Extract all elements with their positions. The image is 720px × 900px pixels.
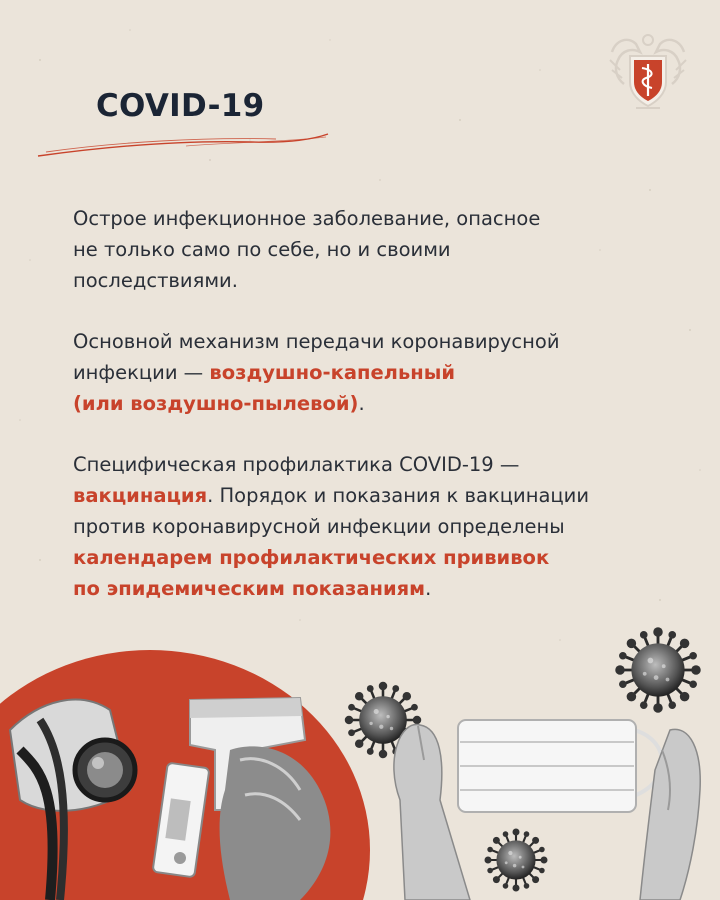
medical-illustration <box>0 600 720 900</box>
p2-highlight-airborne: воздушно-капельный <box>209 361 456 384</box>
p3-line2-text: . Порядок и показания к вакцинации <box>207 484 590 507</box>
virus-icon <box>485 829 548 892</box>
page-title: COVID-19 <box>96 88 265 124</box>
virus-icon <box>615 627 701 713</box>
p3-highlight-calendar: календарем профилактических прививок <box>73 546 550 569</box>
face-mask-icon <box>405 720 662 812</box>
p1-line1: Острое инфекционное заболевание, опасное <box>73 207 541 230</box>
p3-line3: против коронавирусной инфекции определены <box>73 515 565 538</box>
paragraph-prevention <box>73 449 683 604</box>
rospotrebnadzor-emblem-icon <box>606 30 690 114</box>
main-text <box>73 203 683 634</box>
p2-line1: Основной механизм передачи коронавирусной <box>73 330 560 353</box>
p1-line3: последствиями. <box>73 269 238 292</box>
paragraph-definition <box>73 203 683 296</box>
p3-highlight-vaccination: вакцинация <box>73 484 208 507</box>
p2-highlight-dust: (или воздушно-пылевой) <box>73 392 359 415</box>
p3-highlight-epidemic: по эпидемическим показаниям <box>73 577 426 600</box>
p2-line3-end: . <box>358 392 365 415</box>
p3-line1: Специфическая профилактика COVID-19 — <box>73 453 520 476</box>
paragraph-transmission <box>73 326 683 419</box>
hand-icon <box>640 729 700 900</box>
p2-line2-text: инфекции — <box>73 361 210 384</box>
p1-line2: не только само по себе, но и своими <box>73 238 451 261</box>
title-underline-swoosh <box>36 122 336 162</box>
p3-line5-end: . <box>425 577 432 600</box>
